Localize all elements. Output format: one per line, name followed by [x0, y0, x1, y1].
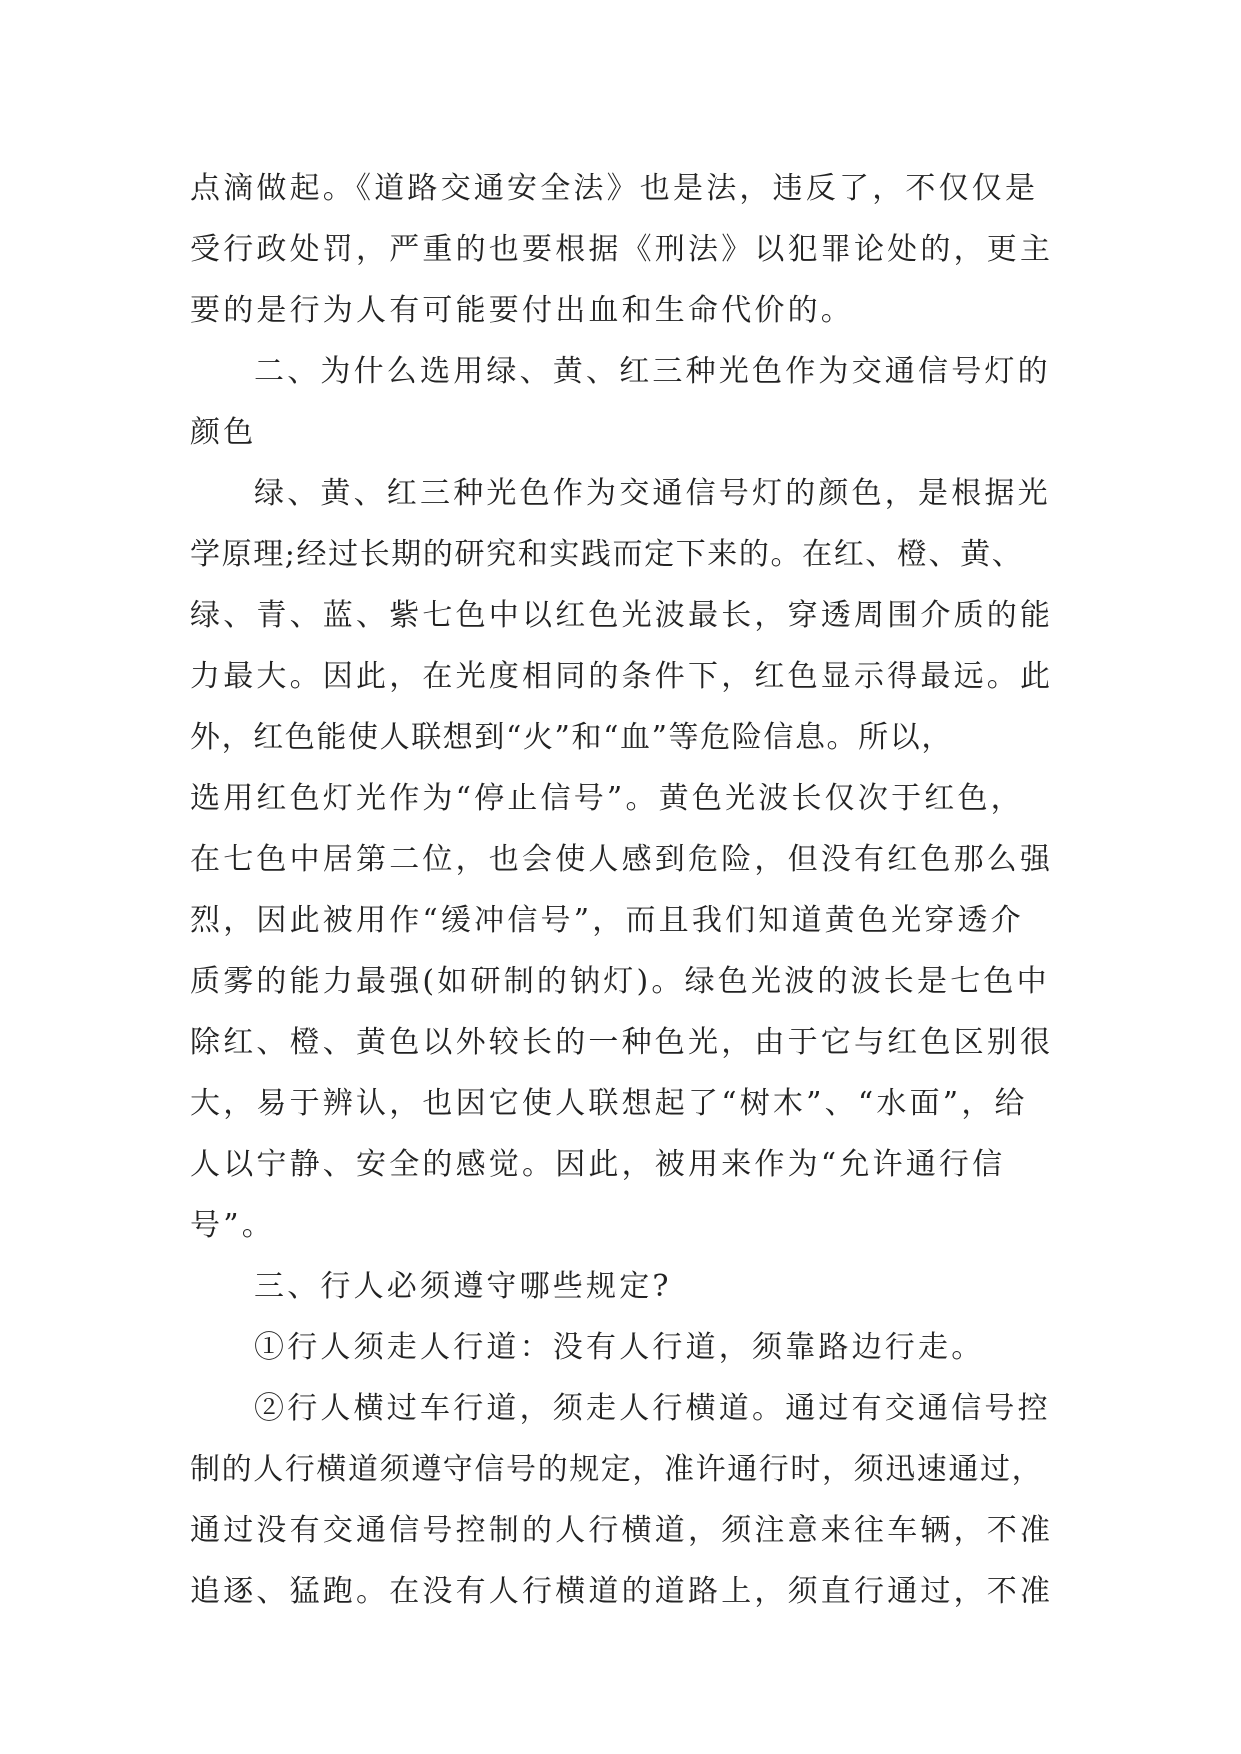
paragraph-line: 在七色中居第二位，也会使人感到危险，但没有红色那么强 — [190, 842, 1054, 877]
paragraph-line: 绿、黄、红三种光色作为交通信号灯的颜色，是根据光 — [254, 476, 1051, 511]
paragraph-line: 通过没有交通信号控制的人行横道，须注意来往车辆，不准 — [190, 1513, 1054, 1548]
paragraph-line: 受行政处罚，严重的也要根据《刑法》以犯罪论处的，更主 — [190, 232, 1054, 267]
paragraph-line: 质雾的能力最强(如研制的钠灯)。绿色光波的波长是七色中 — [190, 964, 1050, 999]
rule-item-2: ②行人横过车行道，须走人行横道。通过有交通信号控 — [254, 1391, 1051, 1426]
paragraph-line: 学原理;经过长期的研究和实践而定下来的。在红、橙、黄、 — [190, 537, 1024, 572]
paragraph-line: 烈，因此被用作“缓冲信号”，而且我们知道黄色光穿透介 — [190, 903, 1024, 938]
document-body — [190, 158, 1060, 1622]
paragraph-line: 追逐、猛跑。在没有人行横道的道路上，须直行通过，不准 — [190, 1574, 1054, 1609]
section-heading-3: 三、行人必须遵守哪些规定? — [254, 1269, 672, 1304]
paragraph-line: 人以宁静、安全的感觉。因此，被用来作为“允许通行信 — [190, 1147, 1006, 1182]
paragraph-line: 外，红色能使人联想到“火”和“血”等危险信息。所以， — [190, 720, 953, 755]
paragraph-line: 制的人行横道须遵守信号的规定，准许通行时，须迅速通过， — [190, 1452, 1044, 1487]
paragraph-line: 要的是行为人有可能要付出血和生命代价的。 — [190, 293, 854, 328]
paragraph-line: 力最大。因此，在光度相同的条件下，红色显示得最远。此 — [190, 659, 1054, 694]
paragraph-line: 绿、青、蓝、紫七色中以红色光波最长，穿透周围介质的能 — [190, 598, 1054, 633]
section-heading-2-continued: 颜色 — [190, 415, 257, 450]
paragraph-line: 大，易于辨认，也因它使人联想起了“树木”、“水面”，给 — [190, 1086, 1028, 1121]
paragraph-line: 除红、橙、黄色以外较长的一种色光，由于它与红色区别很 — [190, 1025, 1054, 1060]
rule-item-1: ①行人须走人行道：没有人行道，须靠路边行走。 — [254, 1330, 985, 1365]
paragraph-line: 选用红色灯光作为“停止信号”。黄色光波长仅次于红色， — [190, 781, 1024, 816]
paragraph-line: 点滴做起。《道路交通安全法》也是法，违反了，不仅仅是 — [190, 171, 1039, 206]
paragraph-line: 号”。 — [190, 1208, 275, 1243]
section-heading-2: 二、为什么选用绿、黄、红三种光色作为交通信号灯的 — [254, 354, 1051, 389]
